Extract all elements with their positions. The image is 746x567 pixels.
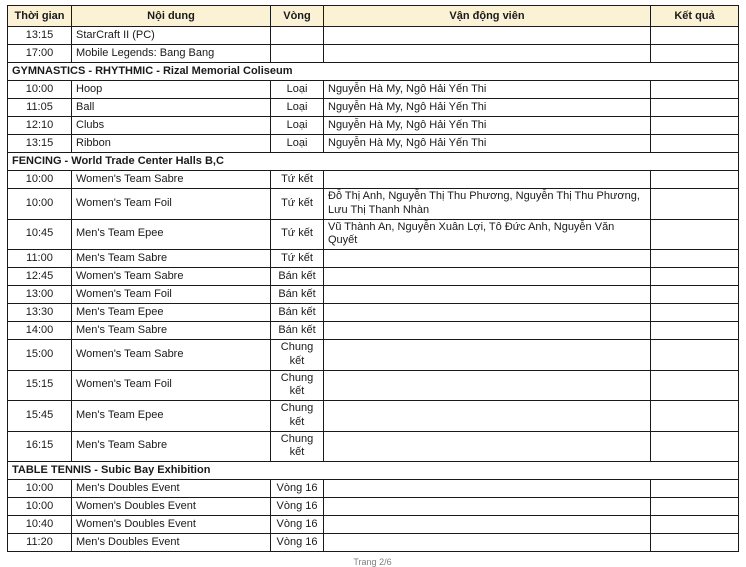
- event-row: [8, 304, 739, 322]
- time-cell: 14:00: [8, 322, 72, 340]
- round-cell: Chung kết: [271, 401, 324, 432]
- event-row: [8, 480, 739, 498]
- column-header-time: Thời gian: [8, 6, 72, 27]
- column-header-event: Nội dung: [72, 6, 271, 27]
- schedule-page: [7, 5, 738, 567]
- time-cell: 15:45: [8, 401, 72, 432]
- result-cell: [651, 99, 739, 117]
- event-row: [8, 81, 739, 99]
- round-cell: [271, 45, 324, 63]
- round-cell: [271, 27, 324, 45]
- time-cell: 10:00: [8, 189, 72, 220]
- section-header-label: FENCING - World Trade Center Halls B,C: [8, 153, 739, 171]
- athletes-cell: Nguyễn Hà My, Ngô Hải Yến Thi: [324, 99, 651, 117]
- athletes-cell: [324, 322, 651, 340]
- section-header-row: [8, 462, 739, 480]
- event-row: [8, 219, 739, 250]
- round-cell: Bán kết: [271, 286, 324, 304]
- event-row: [8, 27, 739, 45]
- event-row: [8, 268, 739, 286]
- time-cell: 10:00: [8, 480, 72, 498]
- event-row: [8, 516, 739, 534]
- athletes-cell: [324, 370, 651, 401]
- round-cell: Tứ kết: [271, 250, 324, 268]
- athletes-cell: [324, 304, 651, 322]
- athletes-cell: Nguyễn Hà My, Ngô Hải Yến Thi: [324, 135, 651, 153]
- round-cell: Chung kết: [271, 431, 324, 462]
- result-cell: [651, 516, 739, 534]
- time-cell: 15:00: [8, 340, 72, 371]
- event-cell: Hoop: [72, 81, 271, 99]
- event-row: [8, 117, 739, 135]
- result-cell: [651, 27, 739, 45]
- athletes-cell: [324, 45, 651, 63]
- time-cell: 17:00: [8, 45, 72, 63]
- time-cell: 11:20: [8, 534, 72, 552]
- schedule-body: [8, 27, 739, 552]
- time-cell: 10:00: [8, 81, 72, 99]
- athletes-cell: [324, 480, 651, 498]
- time-cell: 15:15: [8, 370, 72, 401]
- result-cell: [651, 135, 739, 153]
- time-cell: 13:00: [8, 286, 72, 304]
- event-row: [8, 431, 739, 462]
- section-header-label: TABLE TENNIS - Subic Bay Exhibition: [8, 462, 739, 480]
- athletes-cell: [324, 534, 651, 552]
- header-row: [8, 6, 739, 27]
- athletes-cell: Vũ Thành An, Nguyễn Xuân Lợi, Tô Đức Anh, Nguyễn Văn Quyết: [324, 219, 651, 250]
- event-cell: Men's Doubles Event: [72, 534, 271, 552]
- time-cell: 12:10: [8, 117, 72, 135]
- event-row: [8, 286, 739, 304]
- result-cell: [651, 286, 739, 304]
- result-cell: [651, 322, 739, 340]
- athletes-cell: [324, 498, 651, 516]
- athletes-cell: Nguyễn Hà My, Ngô Hải Yến Thi: [324, 117, 651, 135]
- result-cell: [651, 534, 739, 552]
- event-cell: Women's Team Sabre: [72, 268, 271, 286]
- result-cell: [651, 431, 739, 462]
- result-cell: [651, 370, 739, 401]
- result-cell: [651, 268, 739, 286]
- round-cell: Loại: [271, 117, 324, 135]
- athletes-cell: [324, 268, 651, 286]
- round-cell: Bán kết: [271, 322, 324, 340]
- event-row: [8, 171, 739, 189]
- time-cell: 11:05: [8, 99, 72, 117]
- event-cell: Ball: [72, 99, 271, 117]
- athletes-cell: [324, 431, 651, 462]
- event-cell: Clubs: [72, 117, 271, 135]
- event-cell: Men's Team Sabre: [72, 250, 271, 268]
- event-row: [8, 250, 739, 268]
- event-row: [8, 189, 739, 220]
- event-row: [8, 99, 739, 117]
- event-cell: Men's Team Sabre: [72, 322, 271, 340]
- event-row: [8, 45, 739, 63]
- event-cell: Men's Team Epee: [72, 401, 271, 432]
- result-cell: [651, 117, 739, 135]
- event-row: [8, 498, 739, 516]
- column-header-athletes: Vận động viên: [324, 6, 651, 27]
- event-cell: Women's Doubles Event: [72, 516, 271, 534]
- time-cell: 16:15: [8, 431, 72, 462]
- round-cell: Loại: [271, 81, 324, 99]
- event-cell: Men's Doubles Event: [72, 480, 271, 498]
- event-row: [8, 401, 739, 432]
- result-cell: [651, 45, 739, 63]
- event-cell: Ribbon: [72, 135, 271, 153]
- athletes-cell: Đỗ Thị Anh, Nguyễn Thị Thu Phương, Nguyễn Thị Thu Phương, Lưu Thị Thanh Nhàn: [324, 189, 651, 220]
- event-cell: Mobile Legends: Bang Bang: [72, 45, 271, 63]
- section-header-label: GYMNASTICS - RHYTHMIC - Rizal Memorial Coliseum: [8, 63, 739, 81]
- event-cell: Men's Team Epee: [72, 304, 271, 322]
- result-cell: [651, 340, 739, 371]
- event-cell: Women's Team Foil: [72, 370, 271, 401]
- round-cell: Loại: [271, 99, 324, 117]
- time-cell: 10:45: [8, 219, 72, 250]
- athletes-cell: [324, 340, 651, 371]
- result-cell: [651, 171, 739, 189]
- round-cell: Bán kết: [271, 304, 324, 322]
- result-cell: [651, 401, 739, 432]
- event-cell: Women's Team Sabre: [72, 340, 271, 371]
- round-cell: Bán kết: [271, 268, 324, 286]
- athletes-cell: [324, 171, 651, 189]
- result-cell: [651, 189, 739, 220]
- result-cell: [651, 498, 739, 516]
- event-row: [8, 135, 739, 153]
- time-cell: 13:15: [8, 27, 72, 45]
- athletes-cell: [324, 516, 651, 534]
- round-cell: Tứ kết: [271, 171, 324, 189]
- round-cell: Loại: [271, 135, 324, 153]
- round-cell: Vòng 16: [271, 534, 324, 552]
- schedule-table: [7, 5, 739, 552]
- page-indicator: Trang 2/6: [353, 557, 392, 567]
- event-cell: Women's Team Sabre: [72, 171, 271, 189]
- event-row: [8, 370, 739, 401]
- athletes-cell: [324, 250, 651, 268]
- event-cell: Men's Team Sabre: [72, 431, 271, 462]
- event-cell: Women's Doubles Event: [72, 498, 271, 516]
- athletes-cell: [324, 27, 651, 45]
- section-header-row: [8, 63, 739, 81]
- athletes-cell: [324, 286, 651, 304]
- result-cell: [651, 480, 739, 498]
- event-cell: StarCraft II (PC): [72, 27, 271, 45]
- round-cell: Chung kết: [271, 370, 324, 401]
- result-cell: [651, 219, 739, 250]
- event-row: [8, 534, 739, 552]
- round-cell: Chung kết: [271, 340, 324, 371]
- result-cell: [651, 81, 739, 99]
- round-cell: Tứ kết: [271, 189, 324, 220]
- section-header-row: [8, 153, 739, 171]
- result-cell: [651, 304, 739, 322]
- round-cell: Tứ kết: [271, 219, 324, 250]
- round-cell: Vòng 16: [271, 516, 324, 534]
- round-cell: Vòng 16: [271, 498, 324, 516]
- event-cell: Women's Team Foil: [72, 286, 271, 304]
- event-row: [8, 322, 739, 340]
- round-cell: Vòng 16: [271, 480, 324, 498]
- time-cell: 12:45: [8, 268, 72, 286]
- time-cell: 10:00: [8, 171, 72, 189]
- time-cell: 13:15: [8, 135, 72, 153]
- time-cell: 13:30: [8, 304, 72, 322]
- column-header-result: Kết quả: [651, 6, 739, 27]
- athletes-cell: [324, 401, 651, 432]
- time-cell: 10:00: [8, 498, 72, 516]
- event-cell: Men's Team Epee: [72, 219, 271, 250]
- athletes-cell: Nguyễn Hà My, Ngô Hải Yến Thi: [324, 81, 651, 99]
- event-cell: Women's Team Foil: [72, 189, 271, 220]
- time-cell: 10:40: [8, 516, 72, 534]
- column-header-round: Vòng: [271, 6, 324, 27]
- result-cell: [651, 250, 739, 268]
- time-cell: 11:00: [8, 250, 72, 268]
- event-row: [8, 340, 739, 371]
